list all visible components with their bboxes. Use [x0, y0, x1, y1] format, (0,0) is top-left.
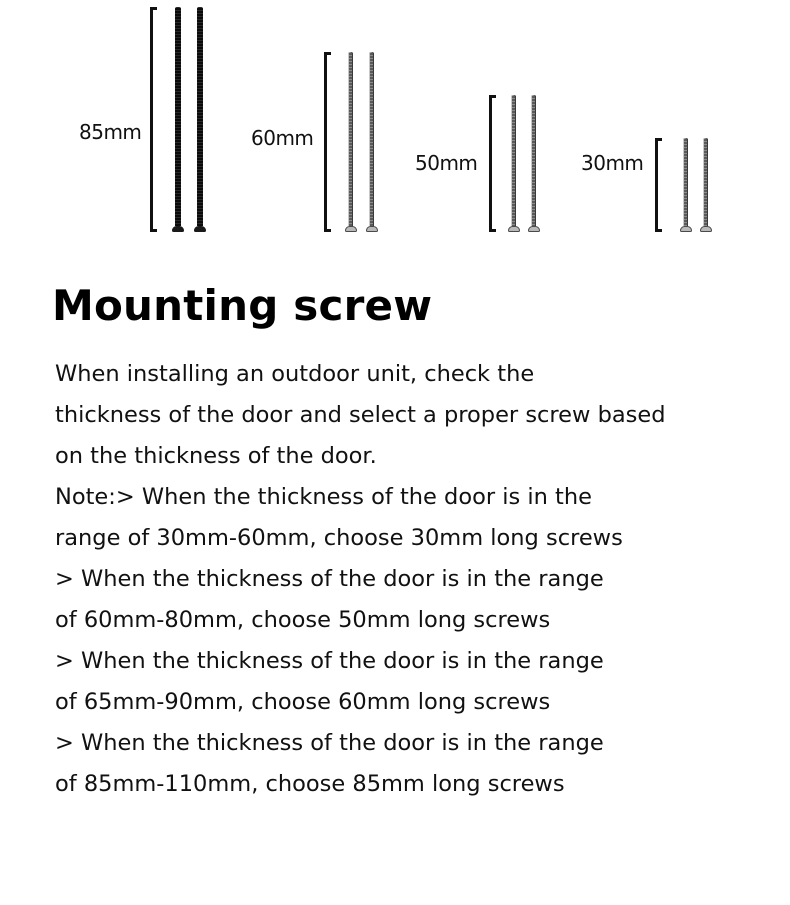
- instructions-paragraph: [55, 354, 775, 805]
- screw-head-icon: [528, 226, 540, 232]
- paragraph-line: of 60mm-80mm, choose 50mm long screws: [55, 607, 551, 633]
- screw-head-icon: [680, 226, 692, 232]
- screw-60mm-label: 60mm: [251, 126, 314, 150]
- paragraph-line: > When the thickness of the door is in the range: [55, 730, 604, 756]
- screw-30mm-label: 30mm: [581, 151, 644, 175]
- screw-head-icon: [345, 226, 357, 232]
- screw-icon: [175, 7, 181, 226]
- screw-head-icon: [508, 226, 520, 232]
- screw-icon: [348, 52, 353, 226]
- page-title: Mounting screw: [52, 281, 433, 330]
- screw-head-icon: [194, 226, 206, 232]
- screw-50mm-label: 50mm: [415, 151, 478, 175]
- paragraph-line: > When the thickness of the door is in the range: [55, 648, 604, 674]
- screw-head-icon: [700, 226, 712, 232]
- screw-icon: [197, 7, 203, 226]
- length-bracket-icon: [489, 95, 496, 232]
- length-bracket-icon: [324, 52, 331, 232]
- screw-icon: [703, 138, 708, 226]
- paragraph-line: thickness of the door and select a proper screw based: [55, 402, 666, 428]
- paragraph-line: on the thickness of the door.: [55, 443, 377, 469]
- screw-icon: [683, 138, 688, 226]
- paragraph-line: range of 30mm-60mm, choose 30mm long screws: [55, 525, 623, 551]
- screw-head-icon: [366, 226, 378, 232]
- length-bracket-icon: [150, 7, 157, 232]
- paragraph-line: of 85mm-110mm, choose 85mm long screws: [55, 771, 565, 797]
- screw-icon: [511, 95, 516, 226]
- paragraph-line: When installing an outdoor unit, check the: [55, 361, 535, 387]
- screw-85mm-label: 85mm: [79, 120, 142, 144]
- screw-icon: [531, 95, 536, 226]
- paragraph-line: of 65mm-90mm, choose 60mm long screws: [55, 689, 551, 715]
- length-bracket-icon: [655, 138, 662, 232]
- paragraph-line: > When the thickness of the door is in the range: [55, 566, 604, 592]
- screw-icon: [369, 52, 374, 226]
- screw-head-icon: [172, 226, 184, 232]
- paragraph-line: Note:> When the thickness of the door is in the: [55, 484, 592, 510]
